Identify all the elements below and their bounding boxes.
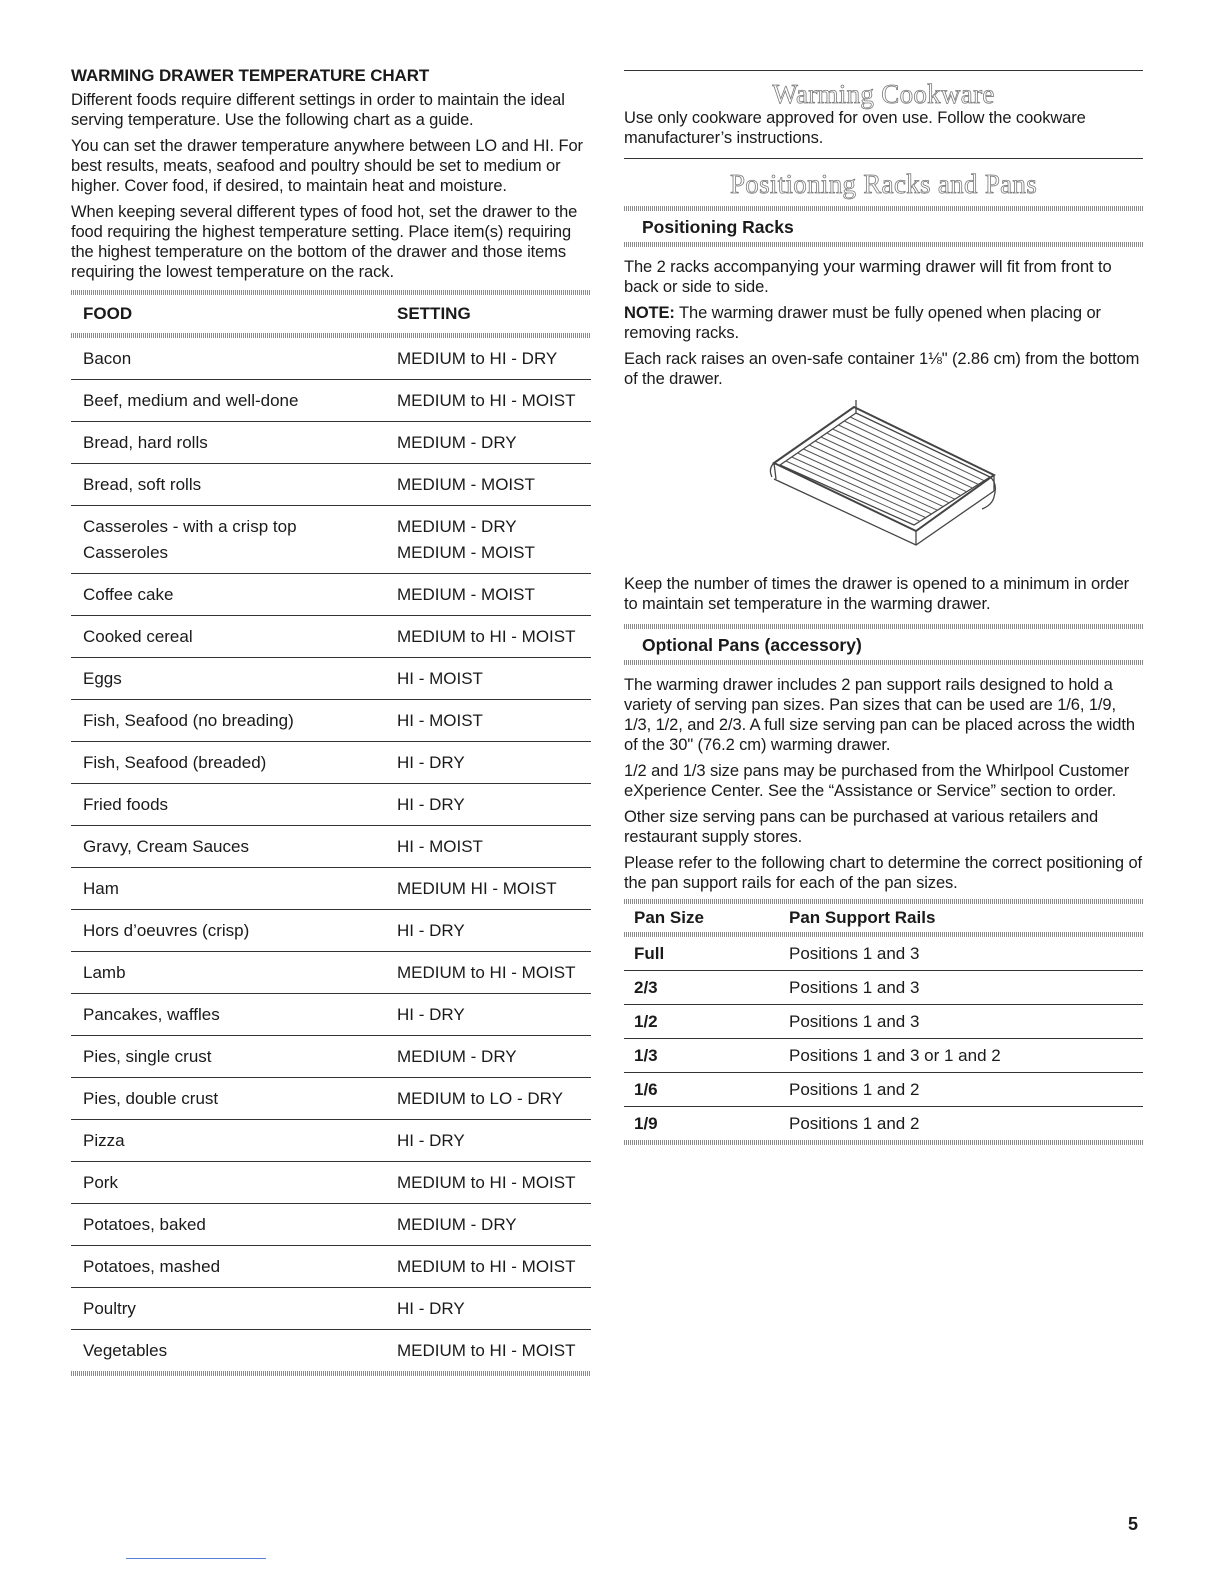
food-name: Casseroles - with a crisp top bbox=[83, 517, 297, 536]
food-name: Pies, single crust bbox=[83, 1047, 212, 1066]
food-cell bbox=[71, 1330, 385, 1372]
pan-rails-cell: Positions 1 and 2 bbox=[789, 1113, 920, 1133]
table-row bbox=[71, 574, 591, 616]
right-column bbox=[624, 70, 1143, 1145]
table-row bbox=[71, 784, 591, 826]
pan-size-cell: 1/6 bbox=[624, 1073, 779, 1107]
rack-wire bbox=[833, 429, 967, 492]
food-name: Poultry bbox=[83, 1299, 136, 1318]
pans-paragraph: The warming drawer includes 2 pan support rails designed to hold a variety of serving pan sizes. Pan sizes that can be used are 1/6, 1/9, 1/3, 1/2, and 2/3. A full size serving pan can be placed across the width of the 30" (76.2 cm) warming drawer. bbox=[624, 676, 1135, 754]
pan-table-row bbox=[624, 1107, 1143, 1141]
setting-value: MEDIUM to HI - MOIST bbox=[397, 391, 576, 410]
temperature-paragraph: You can set the drawer temperature anywhere between LO and HI. For best results, meats, seafood and poultry should be set to medium or higher. Cover food, if desired, to maintain heat and moisture. bbox=[71, 137, 583, 195]
table-row bbox=[71, 380, 591, 422]
food-cell bbox=[71, 1288, 385, 1330]
food-name: Fried foods bbox=[83, 795, 169, 814]
table-bottom-rule bbox=[71, 1371, 591, 1376]
pan-table-row bbox=[624, 1039, 1143, 1073]
multiple-foods-paragraph: When keeping several different types of food hot, set the drawer to the food requiring the highest temperature setting. Place item(s) requiring the highest temperature on the bottom of the drawer and those items requiring the lowest temperature on the rack. bbox=[71, 203, 578, 281]
setting-cell bbox=[385, 1204, 591, 1246]
food-cell bbox=[71, 742, 385, 784]
pan-rails-cell: Positions 1 and 2 bbox=[779, 1073, 1143, 1107]
setting-cell bbox=[385, 784, 591, 826]
food-cell bbox=[71, 910, 385, 952]
setting-cell bbox=[385, 658, 591, 700]
food-cell bbox=[71, 422, 385, 464]
drawer-opening-paragraph: Keep the number of times the drawer is opened to a minimum in order to maintain set temperature in the warming drawer. bbox=[624, 575, 1130, 613]
rack-wire bbox=[844, 421, 978, 484]
section-rule bbox=[624, 158, 1143, 159]
food-name: Pies, double crust bbox=[83, 1089, 219, 1108]
note-text: The warming drawer must be fully opened when placing or removing racks. bbox=[624, 304, 1101, 342]
food-cell bbox=[71, 1162, 385, 1204]
food-name: Potatoes, baked bbox=[83, 1215, 206, 1234]
setting-cell bbox=[385, 1078, 591, 1120]
setting-value: MEDIUM - MOIST bbox=[397, 543, 535, 562]
setting-cell bbox=[385, 952, 591, 994]
setting-cell bbox=[385, 506, 591, 574]
setting-cell bbox=[385, 338, 591, 380]
food-cell bbox=[71, 338, 385, 380]
food-name: Bacon bbox=[83, 349, 132, 368]
setting-cell bbox=[385, 700, 591, 742]
setting-cell bbox=[385, 380, 591, 422]
section-rule bbox=[624, 660, 1143, 665]
rack-wire bbox=[850, 417, 984, 481]
food-name: Eggs bbox=[83, 669, 122, 688]
food-cell bbox=[71, 506, 385, 574]
pan-table-row bbox=[624, 1005, 1143, 1039]
food-name: Fish, Seafood (breaded) bbox=[83, 753, 267, 772]
food-name: Cooked cereal bbox=[83, 627, 193, 646]
setting-value: MEDIUM to HI - MOIST bbox=[397, 1257, 576, 1276]
pan-size-cell: 1/3 bbox=[624, 1039, 779, 1073]
food-name: Bread, soft rolls bbox=[83, 475, 202, 494]
setting-value: HI - DRY bbox=[397, 795, 465, 814]
food-cell bbox=[71, 952, 385, 994]
rack-wire bbox=[827, 433, 961, 495]
table-row bbox=[71, 700, 591, 742]
setting-value: HI - MOIST bbox=[397, 837, 483, 856]
setting-value: MEDIUM - DRY bbox=[397, 517, 517, 536]
chart-title: WARMING DRAWER TEMPERATURE CHART bbox=[71, 66, 430, 85]
food-name: Lamb bbox=[83, 963, 126, 982]
pan-rails-header: Pan Support Rails bbox=[789, 908, 936, 927]
rack-wire bbox=[809, 445, 943, 507]
food-cell bbox=[71, 784, 385, 826]
setting-value: HI - DRY bbox=[397, 1005, 465, 1024]
table-row bbox=[71, 658, 591, 700]
food-cell bbox=[71, 1120, 385, 1162]
pan-rails-cell: Positions 1 and 3 bbox=[779, 1005, 1143, 1039]
table-row bbox=[71, 464, 591, 506]
setting-cell bbox=[385, 826, 591, 868]
rack-wire bbox=[838, 425, 972, 488]
setting-value: MEDIUM - MOIST bbox=[397, 585, 535, 604]
pan-table-row bbox=[624, 971, 1143, 1005]
table-row bbox=[71, 994, 591, 1036]
food-name: Ham bbox=[83, 879, 119, 898]
pan-table-row bbox=[624, 937, 1143, 971]
setting-cell bbox=[385, 1120, 591, 1162]
food-setting-table bbox=[71, 295, 591, 1371]
table-row bbox=[71, 952, 591, 994]
table-row bbox=[71, 910, 591, 952]
food-name: Gravy, Cream Sauces bbox=[83, 837, 249, 856]
page-number: 5 bbox=[1128, 1514, 1139, 1534]
setting-cell bbox=[385, 910, 591, 952]
pans-purchase-paragraph: 1/2 and 1/3 size pans may be purchased from the Whirlpool Customer eXperience Center. See the “Assistance or Service” section to order. bbox=[624, 762, 1130, 800]
food-cell bbox=[71, 1036, 385, 1078]
food-name: Fish, Seafood (no breading) bbox=[83, 711, 294, 730]
food-name: Coffee cake bbox=[83, 585, 174, 604]
intro-paragraph: Different foods require different settings in order to maintain the ideal serving temperature. Use the following chart as a guide. bbox=[71, 91, 565, 129]
food-cell bbox=[71, 616, 385, 658]
pan-rails-cell: Positions 1 and 3 bbox=[779, 971, 1143, 1005]
setting-cell bbox=[385, 1288, 591, 1330]
food-cell bbox=[71, 868, 385, 910]
rack-wire bbox=[815, 441, 949, 503]
food-name: Hors d’oeuvres (crisp) bbox=[83, 921, 250, 940]
setting-cell bbox=[385, 574, 591, 616]
table-row bbox=[71, 422, 591, 464]
setting-value: MEDIUM to HI - MOIST bbox=[397, 1173, 576, 1192]
setting-cell bbox=[385, 616, 591, 658]
setting-value: MEDIUM - MOIST bbox=[397, 475, 535, 494]
setting-column-header: SETTING bbox=[397, 304, 471, 323]
pan-size-cell: 2/3 bbox=[624, 971, 779, 1005]
rack-illustration bbox=[624, 395, 1143, 565]
setting-cell bbox=[385, 422, 591, 464]
food-cell bbox=[71, 380, 385, 422]
food-name: Pancakes, waffles bbox=[83, 1005, 220, 1024]
setting-cell bbox=[385, 464, 591, 506]
setting-cell bbox=[385, 1330, 591, 1372]
note-paragraph bbox=[624, 303, 1143, 343]
setting-cell bbox=[385, 1036, 591, 1078]
table-row bbox=[71, 1120, 591, 1162]
pan-size-header: Pan Size bbox=[634, 908, 704, 927]
table-row bbox=[71, 338, 591, 380]
pan-size-cell: 1/9 bbox=[634, 1113, 658, 1133]
setting-value: MEDIUM - DRY bbox=[397, 1047, 517, 1066]
food-name: Beef, medium and well-done bbox=[83, 391, 299, 410]
food-name: Bread, hard rolls bbox=[83, 433, 208, 452]
table-row bbox=[71, 742, 591, 784]
food-name: Potatoes, mashed bbox=[83, 1257, 221, 1276]
food-cell bbox=[71, 1078, 385, 1120]
table-row bbox=[71, 1078, 591, 1120]
pan-size-cell: Full bbox=[624, 937, 779, 971]
rack-wire bbox=[786, 461, 920, 521]
food-cell bbox=[71, 464, 385, 506]
warming-cookware-text: Use only cookware approved for oven use. Follow the cookware manufacturer’s instructions. bbox=[624, 109, 1086, 147]
chart-reference-paragraph: Please refer to the following chart to determine the correct positioning of the pan support rails for each of the pan sizes. bbox=[624, 854, 1143, 892]
food-cell bbox=[71, 994, 385, 1036]
setting-cell bbox=[385, 994, 591, 1036]
section-rule bbox=[624, 70, 1143, 71]
pan-rails-cell: Positions 1 and 3 or 1 and 2 bbox=[779, 1039, 1143, 1073]
racks-paragraph: The 2 racks accompanying your warming drawer will fit from front to back or side to side. bbox=[624, 258, 1112, 296]
rack-wire bbox=[803, 449, 937, 510]
setting-value: HI - DRY bbox=[397, 1299, 465, 1318]
setting-value: MEDIUM to HI - MOIST bbox=[397, 627, 576, 646]
table-row bbox=[71, 1330, 591, 1372]
setting-value: MEDIUM to HI - MOIST bbox=[397, 1341, 576, 1360]
food-cell bbox=[71, 1246, 385, 1288]
setting-value: MEDIUM - DRY bbox=[397, 433, 517, 452]
table-row bbox=[71, 506, 591, 574]
food-name: Vegetables bbox=[83, 1341, 168, 1360]
table-row bbox=[71, 826, 591, 868]
setting-value: MEDIUM to LO - DRY bbox=[397, 1089, 563, 1108]
setting-value: HI - MOIST bbox=[397, 669, 483, 688]
table-row bbox=[71, 868, 591, 910]
setting-value: HI - DRY bbox=[397, 1131, 465, 1150]
food-cell bbox=[71, 826, 385, 868]
table-row bbox=[71, 1288, 591, 1330]
setting-value: HI - MOIST bbox=[397, 711, 483, 730]
left-column bbox=[71, 66, 591, 1376]
food-cell bbox=[71, 700, 385, 742]
food-name: Pizza bbox=[83, 1131, 125, 1150]
table-row bbox=[71, 1204, 591, 1246]
setting-cell bbox=[385, 1246, 591, 1288]
table-row bbox=[71, 1246, 591, 1288]
pan-size-cell: 1/2 bbox=[624, 1005, 779, 1039]
table-row bbox=[71, 1036, 591, 1078]
pan-table-row bbox=[624, 1073, 1143, 1107]
setting-value: MEDIUM to HI - DRY bbox=[397, 349, 558, 368]
positioning-racks-title: Positioning Racks bbox=[642, 217, 794, 237]
setting-value: MEDIUM to HI - MOIST bbox=[397, 963, 576, 982]
table-row bbox=[71, 616, 591, 658]
setting-cell bbox=[385, 868, 591, 910]
section-rule bbox=[624, 242, 1143, 247]
setting-value: MEDIUM HI - MOIST bbox=[397, 879, 557, 898]
setting-cell bbox=[385, 742, 591, 784]
food-cell bbox=[71, 574, 385, 616]
positioning-racks-pans-heading: Positioning Racks and Pans bbox=[729, 169, 1038, 199]
pan-table-bottom-rule bbox=[624, 1140, 1143, 1145]
food-cell bbox=[71, 658, 385, 700]
setting-value: HI - DRY bbox=[397, 753, 465, 772]
other-pans-paragraph: Other size serving pans can be purchased at various retailers and restaurant supply stores. bbox=[624, 808, 1099, 846]
rack-height-paragraph: Each rack raises an oven-safe container 1⅛" (2.86 cm) from the bottom of the drawer. bbox=[624, 350, 1140, 388]
food-name: Casseroles bbox=[83, 543, 169, 562]
table-header-row bbox=[71, 295, 591, 333]
food-name: Pork bbox=[83, 1173, 118, 1192]
rack-wire bbox=[792, 457, 926, 518]
table-row bbox=[71, 1162, 591, 1204]
warming-cookware-heading: Warming Cookware bbox=[772, 79, 995, 109]
setting-cell bbox=[385, 1162, 591, 1204]
bottom-rule bbox=[126, 1558, 266, 1559]
setting-value: HI - DRY bbox=[397, 921, 465, 940]
pan-rails-cell: Positions 1 and 3 bbox=[779, 937, 1143, 971]
food-cell bbox=[71, 1204, 385, 1246]
setting-value: MEDIUM - DRY bbox=[397, 1215, 517, 1234]
pan-table-header-row bbox=[624, 904, 1143, 932]
pan-size-table bbox=[624, 904, 1143, 1140]
food-column-header: FOOD bbox=[83, 304, 133, 323]
note-label: NOTE: bbox=[624, 304, 675, 322]
optional-pans-title: Optional Pans (accessory) bbox=[642, 635, 862, 655]
